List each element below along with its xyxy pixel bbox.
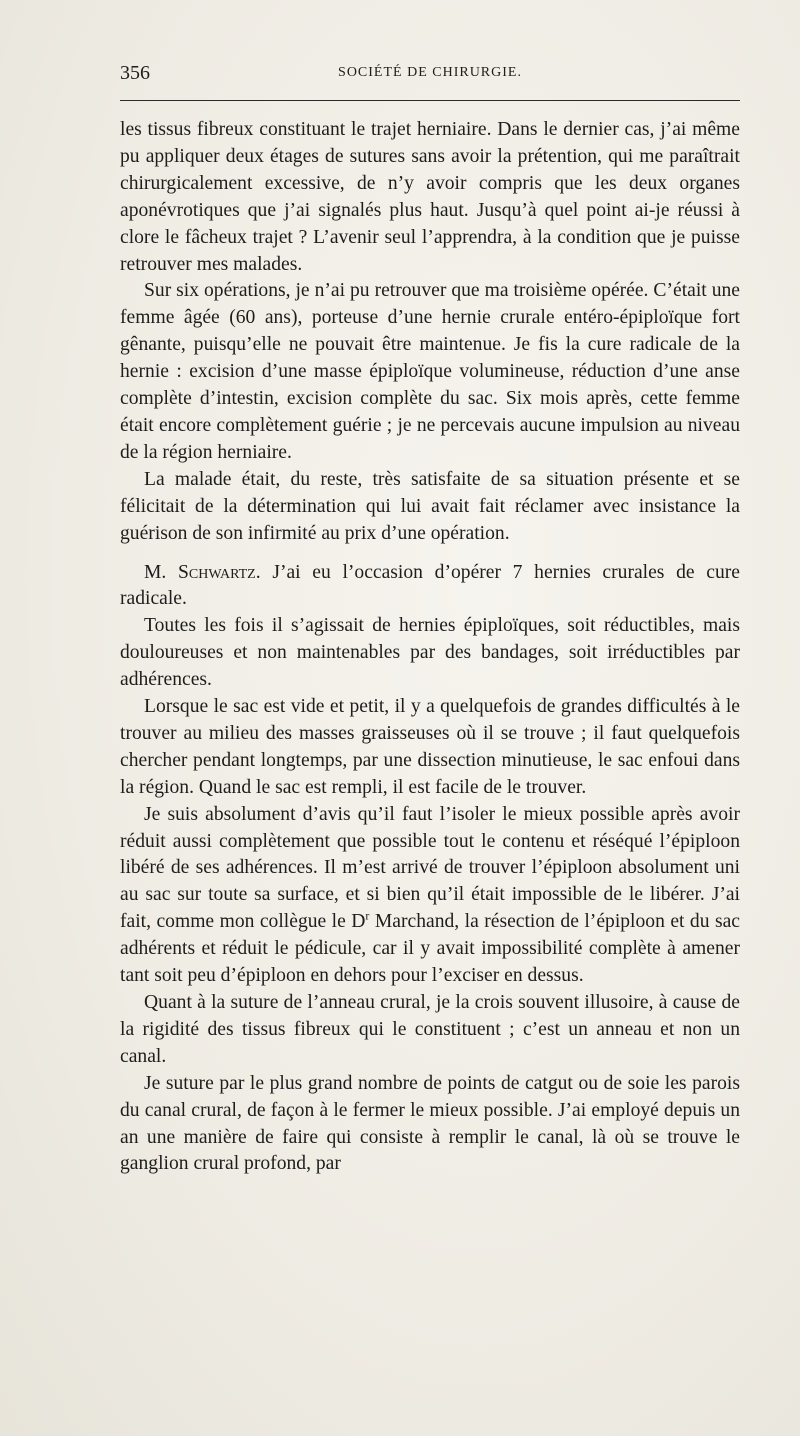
paragraph-text: Marchand, la résection de l’épiploon et du sac adhérents et réduit le pédicule, car il y avait impossibilité complète à amener tant soit peu d’épiploon en dehors pour l’exciser en dessus. — [120, 911, 740, 987]
speaker-paragraph — [120, 560, 740, 614]
page-number: 356 — [120, 62, 150, 84]
page-header — [120, 62, 740, 90]
paragraph: Je suture par le plus grand nombre de points de catgut ou de soie les parois du canal crural, de façon à le fermer le mieux possible. J’ai employé depuis un an une manière de faire qui consiste à remplir le canal, là où se trouve le ganglion crural profond, par — [120, 1072, 740, 1175]
running-head: SOCIÉTÉ DE CHIRURGIE. — [338, 65, 522, 80]
paragraph-text: Je suis absolument d’avis qu’il faut l’isoler le mieux possible après avoir réduit aussi complètement que possible tout le contenu et réséqué l’épiploon libéré de ses adhérences. Il m’est arrivé de trouver l’épiploon absolument uni au sac sur toute sa surface, et si bien qu’il était impossible de le libérer. J’ai fait, comme mon collègue le D — [120, 803, 740, 933]
paragraph: Sur six opérations, je n’ai pu retrouver que ma troisième opérée. C’était une femme âgée (60 ans), porteuse d’une hernie crurale entéro-épiploïque fort gênante, puisqu’elle ne pouvait être maintenue. Je fis la cure radicale de la hernie : excision d’une masse épiploïque volumineuse, réduction d’une anse complète d’intestin, excision complète du sac. Six mois après, cette femme était encore complètement guérie ; je ne percevais aucune impulsion au niveau de la région herniaire. — [120, 280, 740, 463]
paragraph: Toutes les fois il s’agissait de hernies épiploïques, soit réductibles, mais douloureuses et non maintenables par des bandages, soit irréductibles par adhérences. — [120, 615, 740, 691]
paragraph: La malade était, du reste, très satisfaite de sa situation présente et se félicitait de la détermination qui lui avait fait réclamer avec insistance la guérison de son infirmité au prix d’une opération. — [120, 468, 740, 544]
speaker-name: M. Schwartz. — [144, 561, 261, 583]
paragraph: Quant à la suture de l’anneau crural, je la crois souvent illusoire, à cause de la rigidité des tissus fibreux qui le constituent ; c’est un anneau et non un canal. — [120, 992, 740, 1067]
paragraph: les tissus fibreux constituant le trajet herniaire. Dans le dernier cas, j’ai même pu appliquer deux étages de sutures sans avoir la prétention, qui me paraîtrait chirurgicalement excessive, de n’y avoir compris que les deux organes aponévrotiques que j’ai signalés plus haut. Jusqu’à quel point ai-je réussi à clore le fâcheux trajet ? L’avenir seul l’apprendra, à la condition que je puisse retrouver mes malades. — [120, 119, 740, 275]
header-rule — [120, 100, 740, 101]
paragraph — [120, 802, 740, 990]
superscript: r — [365, 908, 370, 923]
paragraph: Lorsque le sac est vide et petit, il y a quelquefois de grandes difficultés à le trouver au milieu des masses graisseuses où il se trouve ; il faut quelquefois chercher pendant longtemps, par une dissection minutieuse, le sac enfoui dans la région. Quand le sac est rempli, il est facile de le trouver. — [120, 696, 740, 798]
body-text — [120, 117, 740, 1178]
paragraph-text: J’ai eu l’occasion d’opérer 7 hernies crurales de cure radicale. — [120, 561, 740, 610]
